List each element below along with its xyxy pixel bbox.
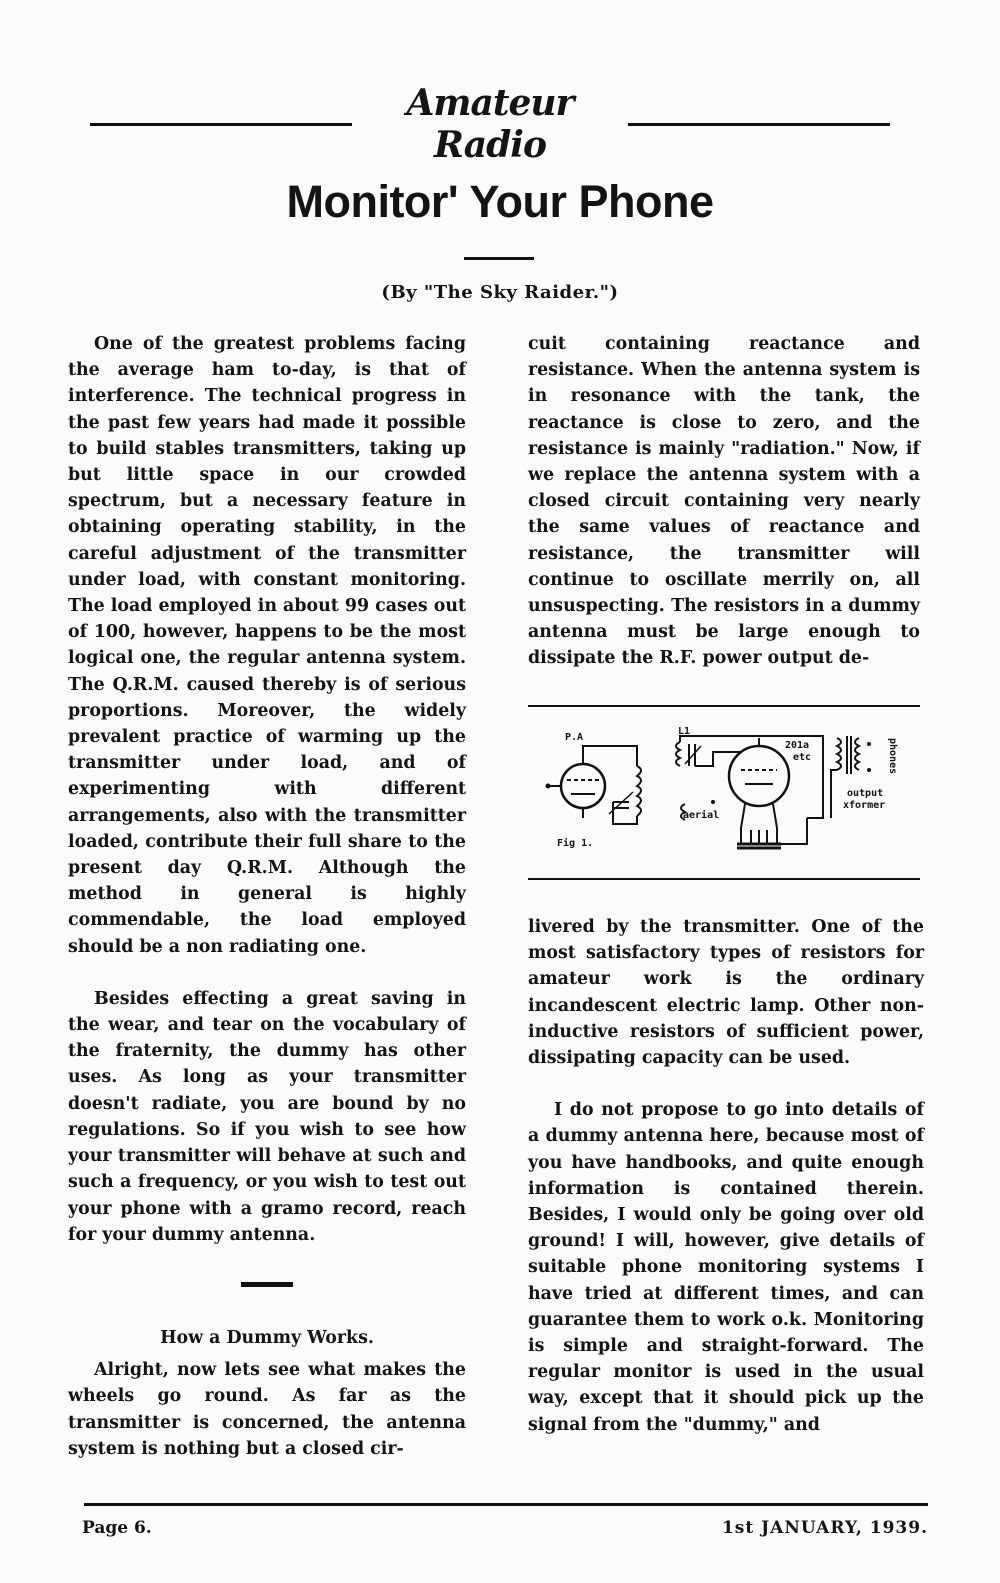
page-number: Page 6. bbox=[82, 1518, 152, 1538]
right-paragraph-1: cuit containing reactance and resistance. When the antenna system is in resonance with the tank, the reactance is close to zero, and the resistance is mainly "radiation." Now, if we replace the antenna system with a closed circuit containing very nearly the same values of reactance and resistance, the transmitter will continue to oscillate merrily on, all unsuspecting. The resistors in a dummy antenna must be large enough to dissipate the R.F. power output de- bbox=[528, 334, 920, 669]
label-xformer: xformer bbox=[843, 800, 886, 811]
article-byline: (By "The Sky Raider.") bbox=[381, 282, 619, 303]
figure-caption: Fig 1. bbox=[557, 838, 594, 849]
label-phones: phones bbox=[887, 738, 898, 775]
right-column-bottom bbox=[528, 914, 924, 1438]
masthead-rule-left bbox=[90, 123, 352, 126]
issue-date: 1st JANUARY, 1939. bbox=[721, 1518, 928, 1538]
label-output: output bbox=[847, 788, 884, 799]
figure-rule-top bbox=[528, 705, 920, 707]
label-tube-etc: etc bbox=[793, 752, 812, 763]
section-subhead: How a Dummy Works. bbox=[160, 1327, 374, 1348]
masthead bbox=[90, 82, 890, 166]
title-divider bbox=[464, 257, 534, 260]
label-pa: P.A bbox=[565, 732, 584, 743]
left-column bbox=[68, 331, 466, 1462]
section-divider bbox=[241, 1282, 293, 1287]
right-paragraph-2: livered by the transmitter. One of the most satisfactory types of resistors for amateur work is the ordinary incandescent electric lamp. Other non-inductive resistors of sufficient power, dissipating capacity can be used. bbox=[528, 917, 924, 1069]
left-paragraph-3: Alright, now lets see what makes the wheels go round. As far as the transmitter is concerned, the antenna system is nothing but a closed cir- bbox=[68, 1360, 466, 1459]
label-tube: 201a bbox=[785, 740, 810, 751]
masthead-brand: Amateur Radio bbox=[406, 82, 574, 166]
left-paragraph-1: One of the greatest problems facing the average ham to-day, is that of interference. The technical progress in the past few years had made it possible to build stables transmitters, taking up but little space in our crowded spectrum, but a necessary feature in obtaining operating stability, in the careful adjustment of the transmitter under load, with constant monitoring. The load employed in about 99 cases out of 100, however, happens to be the most logical one, the regular antenna system. The Q.R.M. caused thereby is of serious proportions. Moreover, the widely prevalent practice of warming up the transmitter under load, and of experimenting with different arrangements, also with the transmitter loaded, contribute their full share to the present day Q.R.M. Although the method in general is highly commendable, the load employed should be a non radiating one. bbox=[68, 334, 466, 957]
circuit-diagram bbox=[545, 718, 915, 868]
footer-rule bbox=[84, 1503, 928, 1506]
left-paragraph-2: Besides effecting a great saving in the wear, and tear on the vocabulary of the fraternity, the dummy has other uses. As long as your transmitter doesn't radiate, you are bound by no regulations. So if you wish to see how your transmitter will behave at such and such a frequency, or you wish to test out your phone with a gramo record, reach for your dummy antenna. bbox=[68, 988, 466, 1245]
article-title: Monitor' Your Phone bbox=[286, 176, 714, 227]
label-l1: L1 bbox=[678, 726, 691, 737]
figure-rule-bottom bbox=[528, 878, 920, 880]
right-paragraph-3: I do not propose to go into details of a dummy antenna here, because most of you have handbooks, and quite enough information is contained therein. Besides, I would only be going over old ground! I will, however, give details of suitable phone monitoring systems I have tried at different times, and can guarantee them to work o.k. Monitoring is simple and straight-forward. The regular monitor is used in the usual way, except that it should pick up the signal from the "dummy," and bbox=[528, 1100, 924, 1435]
right-column-top bbox=[528, 331, 920, 672]
masthead-rule-right bbox=[628, 123, 890, 126]
label-aerial: aerial bbox=[683, 810, 720, 821]
